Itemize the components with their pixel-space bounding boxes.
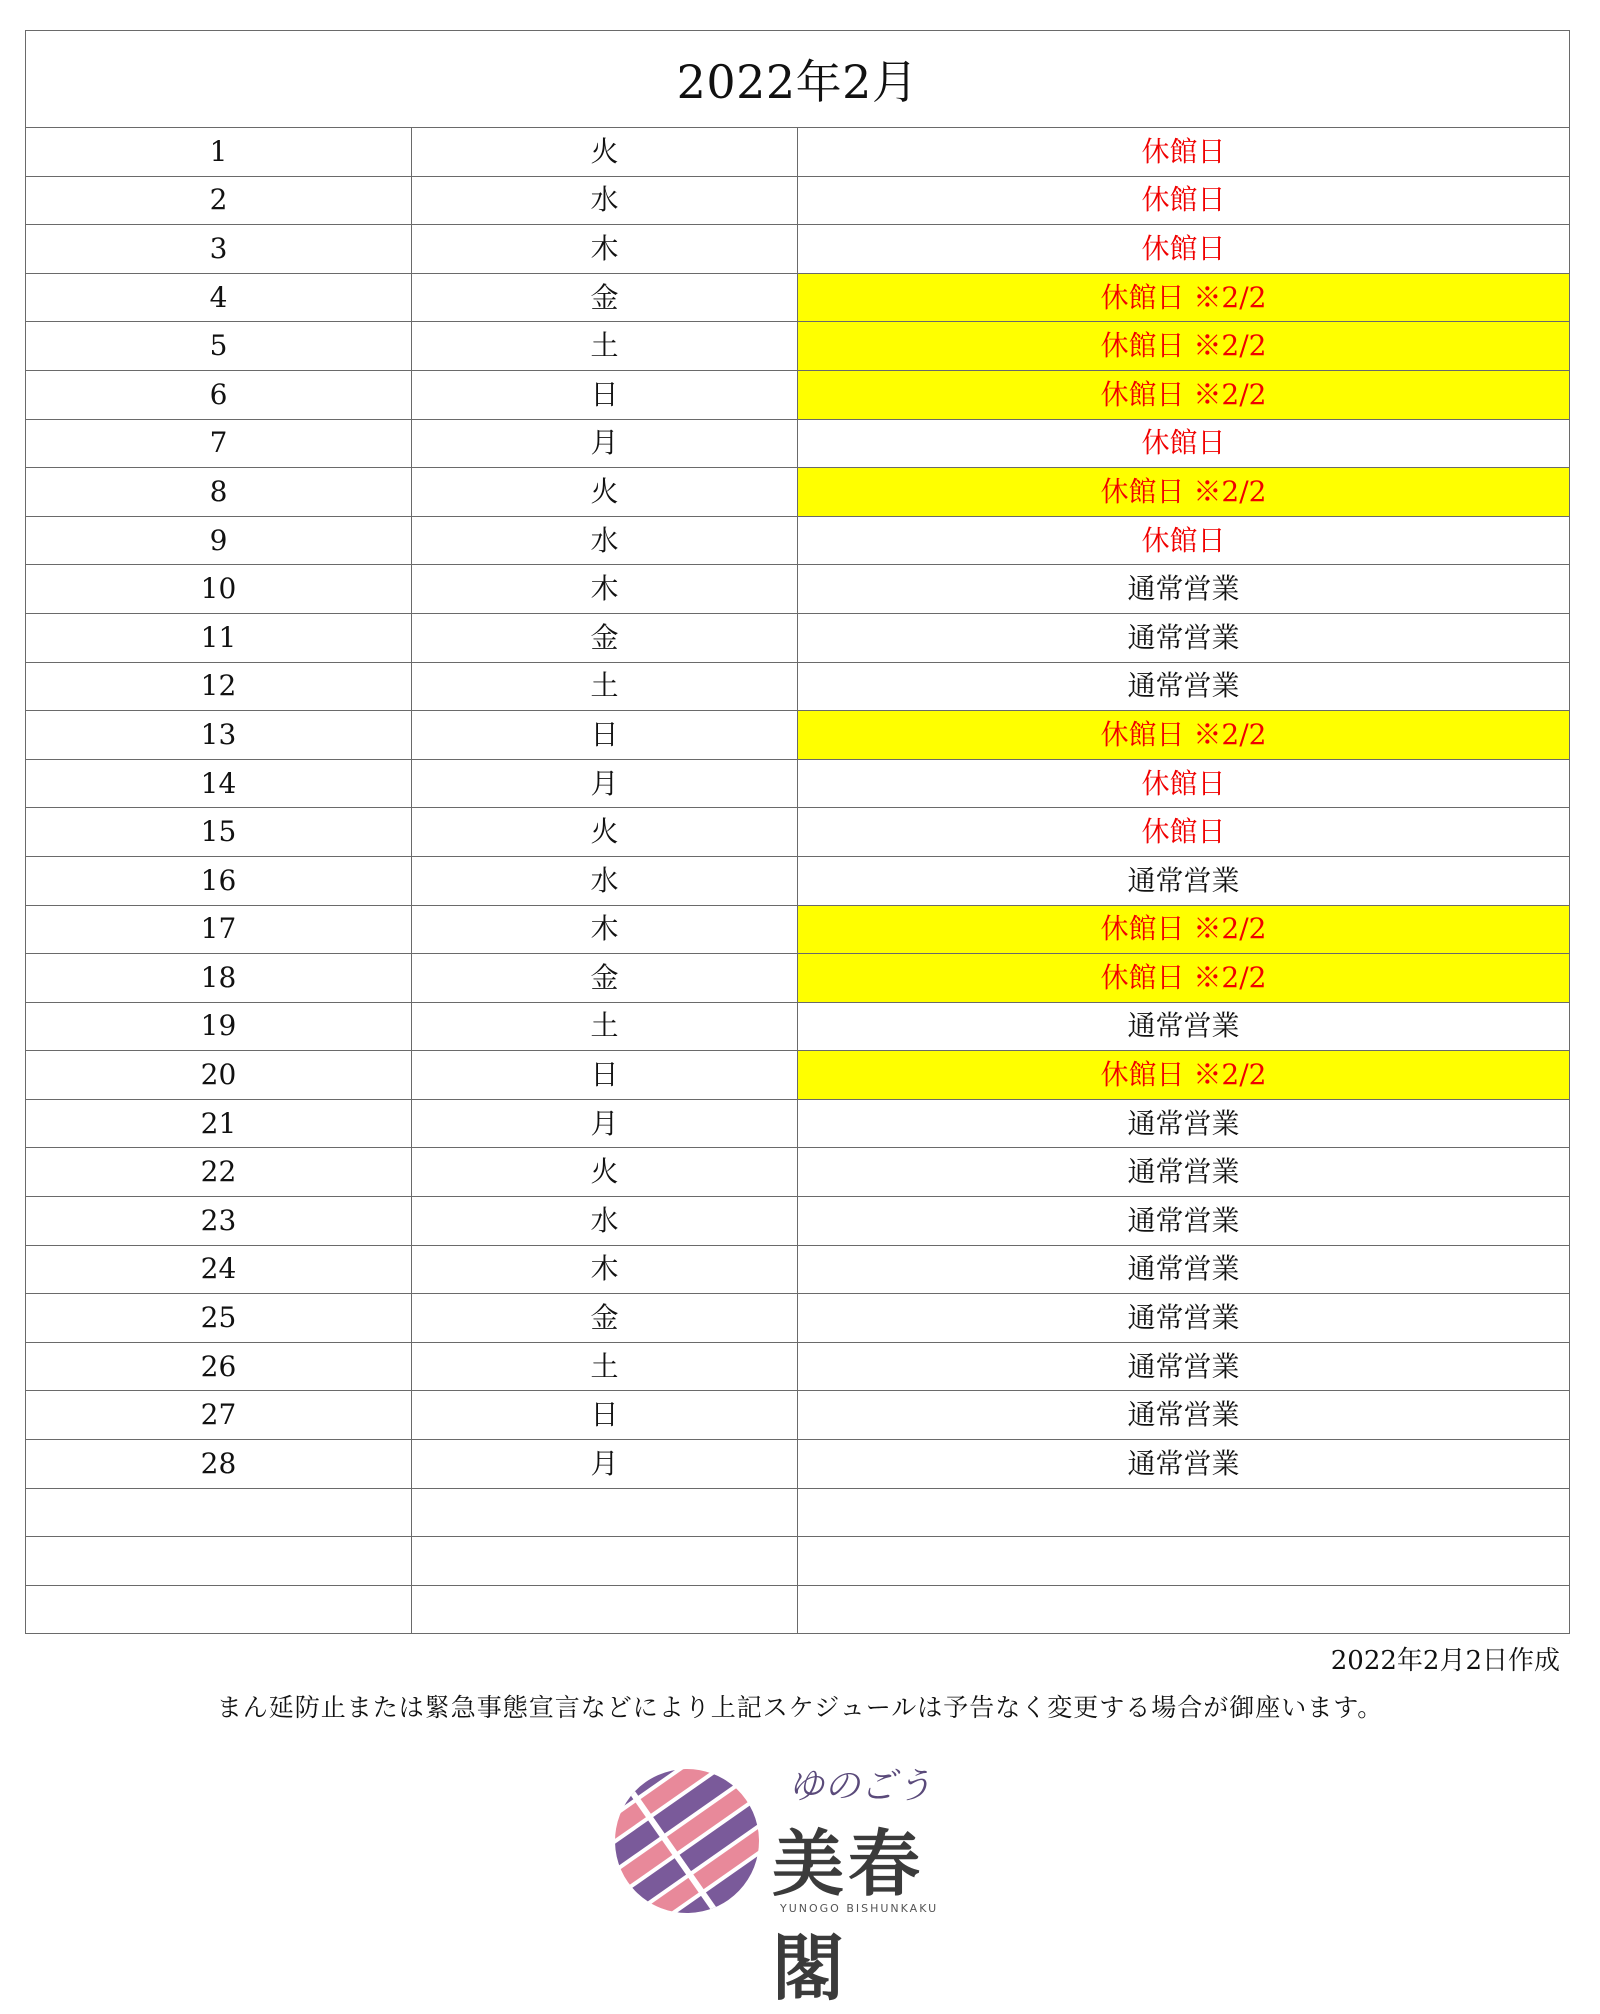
table-row [26,1440,1570,1489]
day-cell: 5 [26,322,412,371]
table-row [26,1197,1570,1246]
weekday-cell: 金 [412,273,798,322]
status-cell: 休館日 ※2/2 [798,954,1570,1003]
weekday-cell: 水 [412,1197,798,1246]
table-row [26,128,1570,177]
table-row [26,1002,1570,1051]
table-row [26,759,1570,808]
weekday-cell [412,1488,798,1537]
created-date: 2022年2月2日作成 [1330,1646,1560,1676]
day-cell: 16 [26,856,412,905]
table-row [26,954,1570,1003]
table-row [26,1585,1570,1634]
status-cell: 通常営業 [798,565,1570,614]
weekday-cell [412,1537,798,1586]
day-cell: 19 [26,1002,412,1051]
status-cell: 通常営業 [798,1148,1570,1197]
status-cell: 休館日 [798,128,1570,177]
weekday-cell: 木 [412,225,798,274]
status-cell [798,1488,1570,1537]
day-cell: 20 [26,1051,412,1100]
day-cell [26,1488,412,1537]
weekday-cell: 火 [412,128,798,177]
status-cell [798,1537,1570,1586]
weekday-cell: 金 [412,613,798,662]
day-cell: 11 [26,613,412,662]
day-cell: 14 [26,759,412,808]
status-cell: 休館日 [798,176,1570,225]
logo-kana: ゆのごう [788,1766,933,1807]
weekday-cell [412,1585,798,1634]
status-cell: 休館日 ※2/2 [798,468,1570,517]
day-cell: 17 [26,905,412,954]
weekday-cell: 金 [412,1294,798,1343]
day-cell: 27 [26,1391,412,1440]
table-row [26,1488,1570,1537]
status-cell: 通常営業 [798,1002,1570,1051]
notice-text: まん延防止または緊急事態宣言などにより上記スケジュールは予告なく変更する場合が御座います。 [216,1693,1384,1722]
status-cell: 休館日 ※2/2 [798,905,1570,954]
table-row [26,1537,1570,1586]
table-row [26,808,1570,857]
day-cell: 4 [26,273,412,322]
weekday-cell: 日 [412,711,798,760]
status-cell: 休館日 [798,759,1570,808]
status-cell: 通常営業 [798,1342,1570,1391]
table-row [26,711,1570,760]
day-cell: 6 [26,370,412,419]
status-cell: 通常営業 [798,613,1570,662]
table-title: 2022年2月 [26,31,1570,128]
table-row [26,1294,1570,1343]
logo [612,1752,992,2010]
schedule-table [25,30,1570,1634]
status-cell: 通常営業 [798,1099,1570,1148]
weekday-cell: 火 [412,468,798,517]
status-cell: 通常営業 [798,856,1570,905]
weekday-cell: 金 [412,954,798,1003]
table-row [26,662,1570,711]
status-cell: 休館日 ※2/2 [798,273,1570,322]
day-cell: 2 [26,176,412,225]
table-row [26,1148,1570,1197]
weekday-cell: 土 [412,1002,798,1051]
table-row [26,565,1570,614]
status-cell: 通常営業 [798,1440,1570,1489]
weekday-cell: 月 [412,1440,798,1489]
table-row [26,1342,1570,1391]
status-cell: 休館日 [798,808,1570,857]
weekday-cell: 日 [412,1051,798,1100]
weekday-cell: 水 [412,856,798,905]
weekday-cell: 木 [412,565,798,614]
day-cell: 26 [26,1342,412,1391]
day-cell: 7 [26,419,412,468]
status-cell: 通常営業 [798,1391,1570,1440]
status-cell: 通常営業 [798,1197,1570,1246]
weekday-cell: 木 [412,1245,798,1294]
table-row [26,613,1570,662]
weekday-cell: 土 [412,322,798,371]
weekday-cell: 土 [412,1342,798,1391]
status-cell [798,1585,1570,1634]
day-cell: 25 [26,1294,412,1343]
status-cell: 休館日 ※2/2 [798,711,1570,760]
table-row [26,856,1570,905]
day-cell: 22 [26,1148,412,1197]
day-cell: 13 [26,711,412,760]
status-cell: 休館日 [798,225,1570,274]
status-cell: 通常営業 [798,1245,1570,1294]
day-cell: 8 [26,468,412,517]
day-cell: 10 [26,565,412,614]
table-row [26,1051,1570,1100]
day-cell: 1 [26,128,412,177]
status-cell: 通常営業 [798,662,1570,711]
day-cell: 21 [26,1099,412,1148]
weekday-cell: 火 [412,808,798,857]
weekday-cell: 日 [412,1391,798,1440]
table-row [26,322,1570,371]
status-cell: 休館日 ※2/2 [798,1051,1570,1100]
table-row [26,1099,1570,1148]
logo-mark-icon [612,1766,762,1916]
table-row [26,468,1570,517]
day-cell: 18 [26,954,412,1003]
status-cell: 休館日 [798,516,1570,565]
day-cell [26,1537,412,1586]
day-cell: 3 [26,225,412,274]
day-cell [26,1585,412,1634]
weekday-cell: 月 [412,419,798,468]
table-row [26,176,1570,225]
weekday-cell: 火 [412,1148,798,1197]
schedule-rows [26,128,1570,1634]
weekday-cell: 日 [412,370,798,419]
day-cell: 9 [26,516,412,565]
table-row [26,905,1570,954]
table-row [26,1245,1570,1294]
table-row [26,419,1570,468]
table-row [26,516,1570,565]
status-cell: 休館日 ※2/2 [798,370,1570,419]
day-cell: 24 [26,1245,412,1294]
table-row [26,1391,1570,1440]
weekday-cell: 木 [412,905,798,954]
weekday-cell: 水 [412,516,798,565]
weekday-cell: 土 [412,662,798,711]
logo-brand: 美春閣 [772,1821,925,2010]
weekday-cell: 月 [412,759,798,808]
table-row [26,273,1570,322]
table-row [26,225,1570,274]
logo-roman: YUNOGO BISHUNKAKU [780,1902,939,1915]
status-cell: 休館日 ※2/2 [798,322,1570,371]
status-cell: 通常営業 [798,1294,1570,1343]
day-cell: 28 [26,1440,412,1489]
status-cell: 休館日 [798,419,1570,468]
day-cell: 15 [26,808,412,857]
weekday-cell: 水 [412,176,798,225]
day-cell: 23 [26,1197,412,1246]
day-cell: 12 [26,662,412,711]
weekday-cell: 月 [412,1099,798,1148]
table-row [26,370,1570,419]
